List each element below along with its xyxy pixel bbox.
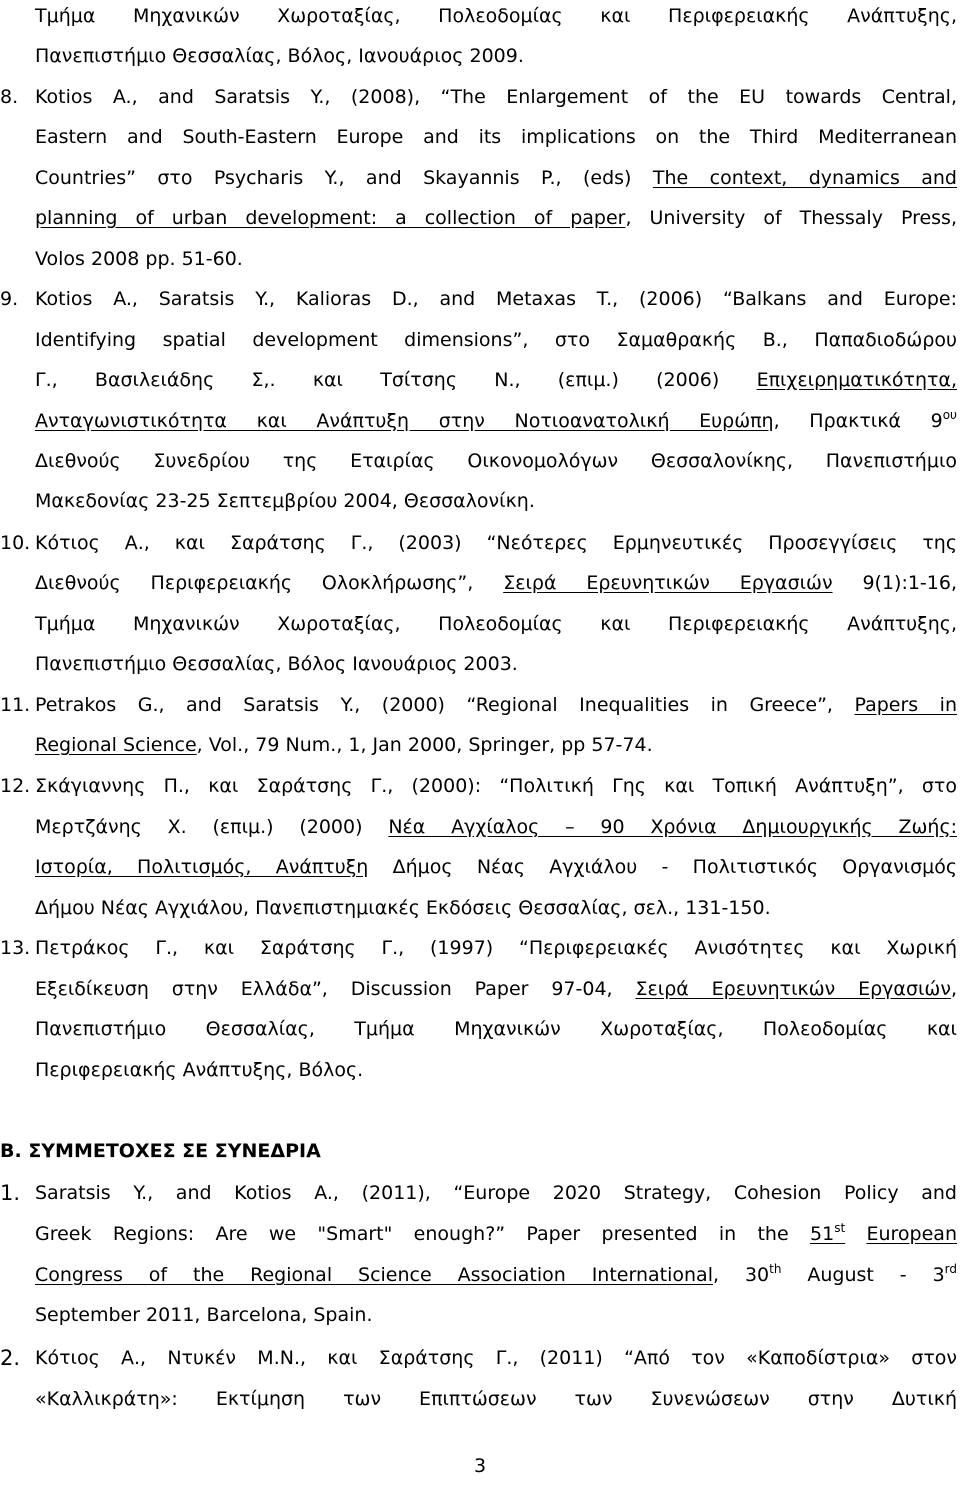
list-number: 8. bbox=[0, 86, 19, 108]
text-line: Πανεπιστήμιο Θεσσαλίας, Βόλος Ιανουάριος 2003. bbox=[35, 653, 518, 675]
book-title: Ανταγωνιστικότητα και Ανάπτυξη στην Νοτιοανατολική Ευρώπη bbox=[35, 410, 774, 432]
list-number: 2. bbox=[0, 1346, 21, 1370]
text-line: Ανταγωνιστικότητα και Ανάπτυξη στην Νοτιοανατολική Ευρώπη, Πρακτικά $9^{o\upsilon}$ bbox=[35, 409, 957, 432]
list-number: 11. bbox=[0, 694, 31, 716]
page-number: 3 bbox=[473, 1455, 487, 1477]
text-line: Kotios A., and Saratsis Y., (2008), “The Enlargement of the EU towards Central, bbox=[35, 86, 957, 108]
text-line: Μερτζάνης Χ. (επιμ.) (2000) Νέα Αγχίαλος – 90 Χρόνια Δημιουργικής Ζωής: bbox=[35, 816, 957, 838]
journal-title: Papers in bbox=[854, 694, 957, 716]
text-line: Πανεπιστήμιο Θεσσαλίας, Τμήμα Μηχανικών Χωροταξίας, Πολεοδομίας και bbox=[35, 1018, 957, 1040]
series-title: Σειρά Ερευνητικών Εργασιών bbox=[635, 978, 951, 1000]
text-line: Σκάγιαννης Π., και Σαράτσης Γ., (2000): “Πολιτική Γης και Τοπική Ανάπτυξη”, στο bbox=[35, 775, 957, 797]
text-line: Congress of the Regional Science Association International, 30th August - 3rd bbox=[35, 1263, 957, 1286]
list-number: 13. bbox=[0, 937, 31, 959]
text-line: Eastern and South-Eastern Europe and its implications on the Third Mediterranean bbox=[35, 126, 957, 148]
text-line: Greek Regions: Are we "Smart" enough?” Paper presented in the 51st European bbox=[35, 1222, 957, 1245]
section-heading: Β. ΣΥΜΜΕΤΟΧΕΣ ΣΕ ΣΥΝΕΔΡΙΑ bbox=[0, 1140, 321, 1162]
journal-title: Regional Science bbox=[35, 734, 197, 756]
conference-title: 51st bbox=[810, 1222, 846, 1245]
book-title: The context, dynamics and bbox=[652, 167, 957, 189]
text-line: Identifying spatial development dimensions”, στο Σαμαθρακής Β., Παπαδιοδώρου bbox=[35, 329, 957, 351]
text-line: Κότιος Α., Ντυκέν Μ.Ν., και Σαράτσης Γ., (2011) “Από τον «Καποδίστρια» στον bbox=[35, 1347, 957, 1369]
list-number: 1. bbox=[0, 1181, 21, 1205]
text-line: Ιστορία, Πολιτισμός, Ανάπτυξη Δήμος Νέας Αγχιάλου - Πολιτιστικός Οργανισμός bbox=[35, 856, 957, 878]
text-line: Τμήμα Μηχανικών Χωροταξίας, Πολεοδομίας και Περιφερειακής Ανάπτυξης, bbox=[35, 5, 957, 27]
text-line: Regional Science, Vol., 79 Num., 1, Jan 2000, Springer, pp 57-74. bbox=[35, 734, 653, 756]
text-line: Γ., Βασιλειάδης Σ,. και Τσίτσης Ν., (επιμ.) (2006) Επιχειρηματικότητα, bbox=[35, 369, 957, 391]
conference-title: European bbox=[866, 1223, 957, 1245]
series-title: Σειρά Ερευνητικών Εργασιών bbox=[503, 572, 833, 594]
book-title: planning of urban development: a collection of paper bbox=[35, 207, 626, 229]
text-line: Διεθνούς Περιφερειακής Ολοκλήρωσης”, Σειρά Ερευνητικών Εργασιών 9(1):1-16, bbox=[35, 572, 957, 594]
text-line: Κότιος Α., και Σαράτσης Γ., (2003) “Νεότερες Ερμηνευτικές Προσεγγίσεις της bbox=[35, 532, 957, 554]
text-line: Τμήμα Μηχανικών Χωροταξίας, Πολεοδομίας και Περιφερειακής Ανάπτυξης, bbox=[35, 613, 957, 635]
list-number: 9. bbox=[0, 288, 19, 310]
list-number: 12. bbox=[0, 775, 31, 797]
text-line: Περιφερειακής Ανάπτυξης, Βόλος. bbox=[35, 1059, 364, 1081]
text-line: Εξειδίκευση στην Ελλάδα”, Discussion Paper 97-04, Σειρά Ερευνητικών Εργασιών, bbox=[35, 978, 957, 1000]
text-line: Μακεδονίας 23-25 Σεπτεμβρίου 2004, Θεσσαλονίκη. bbox=[35, 490, 535, 512]
book-title: Νέα Αγχίαλος – 90 Χρόνια Δημιουργικής Ζωής: bbox=[388, 816, 957, 838]
text-line: Saratsis Y., and Kotios A., (2011), “Europe 2020 Strategy, Cohesion Policy and bbox=[35, 1182, 957, 1204]
text-line: Volos 2008 pp. 51-60. bbox=[35, 248, 243, 270]
text-line: Countries” στο Psycharis Y., and Skayannis P., (eds) The context, dynamics and bbox=[35, 167, 957, 189]
book-title: Ιστορία, Πολιτισμός, Ανάπτυξη bbox=[35, 856, 369, 878]
text-line: September 2011, Barcelona, Spain. bbox=[35, 1304, 373, 1326]
list-number: 10. bbox=[0, 532, 31, 554]
text-line: «Καλλικράτη»: Εκτίμηση των Επιπτώσεων των Συνενώσεων στην Δυτική bbox=[35, 1388, 957, 1410]
book-title: Επιχειρηματικότητα, bbox=[756, 369, 957, 391]
text-line: Πανεπιστήμιο Θεσσαλίας, Βόλος, Ιανουάριος 2009. bbox=[35, 45, 524, 67]
conference-title: Congress of the Regional Science Association International bbox=[35, 1264, 713, 1286]
text-line: Kotios A., Saratsis Y., Kalioras D., and Metaxas T., (2006) “Balkans and Europe: bbox=[35, 288, 957, 310]
text-line: Δήμου Νέας Αγχιάλου, Πανεπιστημιακές Εκδόσεις Θεσσαλίας, σελ., 131-150. bbox=[35, 897, 771, 919]
text-line: planning of urban development: a collection of paper, University of Thessaly Press, bbox=[35, 207, 957, 229]
text-line: Πετράκος Γ., και Σαράτσης Γ., (1997) “Περιφερειακές Ανισότητες και Χωρική bbox=[35, 937, 957, 959]
text-line: Petrakos G., and Saratsis Y., (2000) “Regional Inequalities in Greece”, Papers in bbox=[35, 694, 957, 716]
text-line: Διεθνούς Συνεδρίου της Εταιρίας Οικονομολόγων Θεσσαλονίκης, Πανεπιστήμιο bbox=[35, 450, 957, 472]
